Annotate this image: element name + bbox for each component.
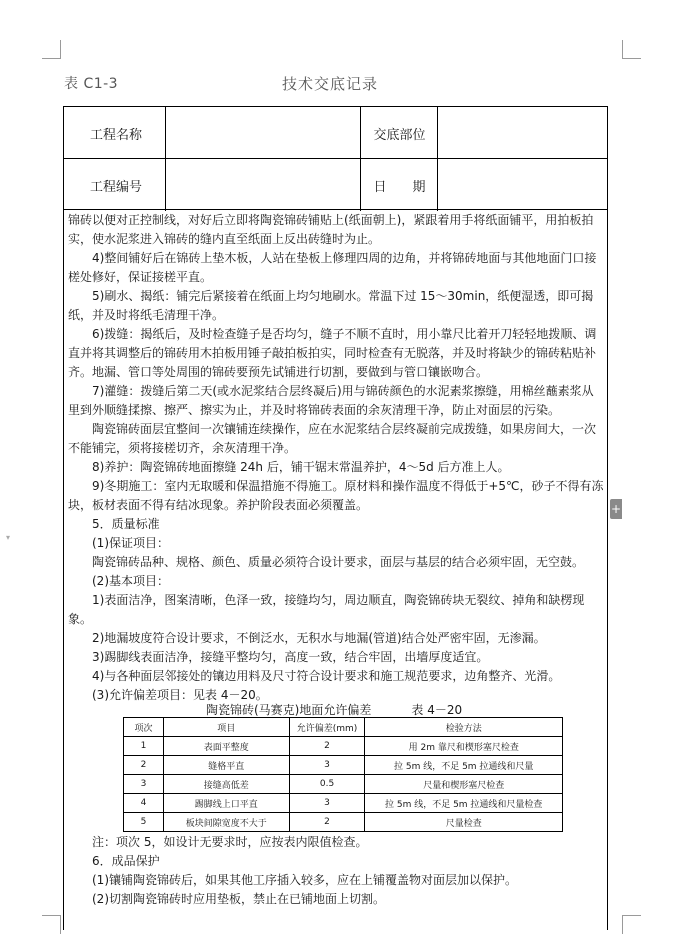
divider xyxy=(360,159,361,211)
section-heading: 5．质量标准 xyxy=(92,517,160,531)
table-cell: 2 xyxy=(289,737,365,756)
body-line: 3)踢脚线表面洁净，接缝平整均匀，高度一致，结合牢固，出墙厚度适宜。 xyxy=(92,650,489,664)
table-cell: 用 2m 靠尺和楔形塞尺检查 xyxy=(365,737,563,756)
divider xyxy=(165,159,166,211)
header-row-1 xyxy=(64,107,607,159)
column-header: 检验方法 xyxy=(365,718,563,737)
table-cell: 尺量和楔形塞尺检查 xyxy=(365,775,563,794)
deviation-table xyxy=(123,717,563,832)
body-line: 陶瓷锦砖面层宜整间一次镶铺连续操作，应在水泥浆结合层终凝前完成拨缝，如果房间大，一次不能铺完，须将接槎切齐，余灰清理干净。 xyxy=(68,422,597,455)
table-row xyxy=(124,737,563,756)
body-line: 4)与各种面层邻接处的镶边用料及尺寸符合设计要求和施工规范要求，边角整齐、光滑。 xyxy=(92,669,561,683)
handover-part-field[interactable] xyxy=(440,107,605,159)
table-header-row xyxy=(124,718,563,737)
project-number-field[interactable] xyxy=(168,159,358,211)
table-row xyxy=(124,775,563,794)
table-cell: 2 xyxy=(124,756,164,775)
column-header: 项次 xyxy=(124,718,164,737)
deviation-table-title: 陶瓷锦砖(马赛克)地面允许偏差 xyxy=(206,703,372,717)
table-cell: 3 xyxy=(289,794,365,813)
table-row xyxy=(124,794,563,813)
table-cell: 接缝高低差 xyxy=(163,775,289,794)
margin-arrow-icon: ▾ xyxy=(6,533,11,542)
body-line: 5)刷水、揭纸：铺完后紧接着在纸面上均匀地刷水。常温下过 15～30min，纸便湿透，即可揭纸，并及时将纸毛清理干净。 xyxy=(68,289,594,322)
body-line: (2)切割陶瓷锦砖时应用垫板，禁止在已铺地面上切割。 xyxy=(92,892,386,906)
header-row-2 xyxy=(64,158,607,211)
subsection-heading: (3)允许偏差项目：见表 4－20。 xyxy=(92,688,268,702)
body-line: 2)地漏坡度符合设计要求，不倒泛水，无积水与地漏(管道)结合处严密牢固，无渗漏。 xyxy=(92,631,546,645)
crop-mark-top-right xyxy=(622,40,641,59)
body-line: 6)拨缝：揭纸后，及时检查缝子是否均匀，缝子不顺不直时，用小靠尺比着开刀轻轻地拨顺、调直并将其调整后的锦砖用木拍板用锤子敲拍板拍实，同时检查有无脱落，并及时将缺少的锦砖粘贴补齐。地漏、管口等处周围的锦砖要预先试铺进行切割，要做到与管口镶嵌吻合。 xyxy=(68,327,597,379)
table-cell: 尺量检查 xyxy=(365,813,563,832)
column-header: 项目 xyxy=(163,718,289,737)
table-cell: 2 xyxy=(289,813,365,832)
divider xyxy=(360,107,361,159)
deviation-table-caption xyxy=(206,701,462,718)
table-cell: 缝格平直 xyxy=(163,756,289,775)
table-cell: 拉 5m 线，不足 5m 拉通线和尺量 xyxy=(365,756,563,775)
crop-mark-top-left xyxy=(42,40,61,59)
table-cell: 踢脚线上口平直 xyxy=(163,794,289,813)
subsection-heading: (1)保证项目： xyxy=(92,536,169,550)
project-name-field[interactable] xyxy=(168,107,358,159)
table-row xyxy=(124,813,563,832)
body-line: 9)冬期施工：室内无取暖和保温措施不得施工。原材料和操作温度不得低于+5℃，砂子不得有冻块，板材表面不得有结冰现象。养护阶段表面必须覆盖。 xyxy=(68,479,604,512)
form-code: 表 C1-3 xyxy=(64,76,119,92)
table-cell: 4 xyxy=(124,794,164,813)
expand-side-tab[interactable]: + xyxy=(610,499,622,519)
column-header: 允许偏差(mm) xyxy=(289,718,365,737)
divider xyxy=(165,107,166,159)
document-title: 技术交底记录 xyxy=(282,75,379,93)
handover-part-label: 交底部位 xyxy=(373,127,426,143)
body-line: 8)养护：陶瓷锦砖地面擦缝 24h 后，铺干锯末常温养护，4～5d 后方准上人。 xyxy=(92,460,510,474)
body-line: 7)灌缝：拨缝后第二天(或水泥浆结合层终凝后)用与锦砖颜色的水泥素浆擦缝，用棉丝蘸素浆从里到外顺缝揉擦、擦严、擦实为止，并及时将锦砖表面的余灰清理干净，防止对面层的污染。 xyxy=(68,384,594,417)
divider xyxy=(437,107,438,159)
table-cell: 拉 5m 线，不足 5m 拉通线和尺量检查 xyxy=(365,794,563,813)
table-cell: 表面平整度 xyxy=(163,737,289,756)
body-line: 锦砖以便对正控制线，对好后立即将陶瓷锦砖铺贴上(纸面朝上)，紧跟着用手将纸面铺平，用拍板拍实，使水泥浆进入锦砖的缝内直至纸面上反出砖缝时为止。 xyxy=(68,213,594,246)
table-note: 注：项次 5，如设计无要求时，应按表内限值检查。 xyxy=(92,835,368,849)
crop-mark-bottom-left xyxy=(42,915,61,934)
project-name-label: 工程名称 xyxy=(90,127,143,143)
table-cell: 0.5 xyxy=(289,775,365,794)
body-line: 4)整间铺好后在锦砖上垫木板，人站在垫板上修理四周的边角，并将锦砖地面与其他地面门口接槎处修好，保证接槎平直。 xyxy=(68,251,597,284)
deviation-table-number: 表 4－20 xyxy=(411,703,463,717)
body-line: 1)表面洁净，图案清晰，色泽一致，接缝均匀，周边顺直，陶瓷锦砖块无裂纹、掉角和缺楞现象。 xyxy=(68,593,585,626)
body-text xyxy=(68,211,604,705)
table-cell: 3 xyxy=(124,775,164,794)
date-field[interactable] xyxy=(440,159,605,211)
table-cell: 1 xyxy=(124,737,164,756)
section-heading: 6．成品保护 xyxy=(92,854,160,868)
crop-mark-bottom-right xyxy=(622,915,641,934)
divider xyxy=(437,159,438,211)
table-cell: 3 xyxy=(289,756,365,775)
subsection-heading: (2)基本项目： xyxy=(92,574,169,588)
date-label: 日 期 xyxy=(373,179,426,195)
project-number-label: 工程编号 xyxy=(90,179,143,195)
body-text-after-table xyxy=(68,833,604,909)
table-row xyxy=(124,756,563,775)
header-table xyxy=(63,106,608,210)
table-cell: 5 xyxy=(124,813,164,832)
body-line: (1)镶铺陶瓷锦砖后，如果其他工序插入较多，应在上铺覆盖物对面层加以保护。 xyxy=(92,873,518,887)
table-cell: 板块间隙宽度不大于 xyxy=(163,813,289,832)
body-line: 陶瓷锦砖品种、规格、颜色、质量必须符合设计要求，面层与基层的结合必须牢固，无空鼓。 xyxy=(92,555,585,569)
